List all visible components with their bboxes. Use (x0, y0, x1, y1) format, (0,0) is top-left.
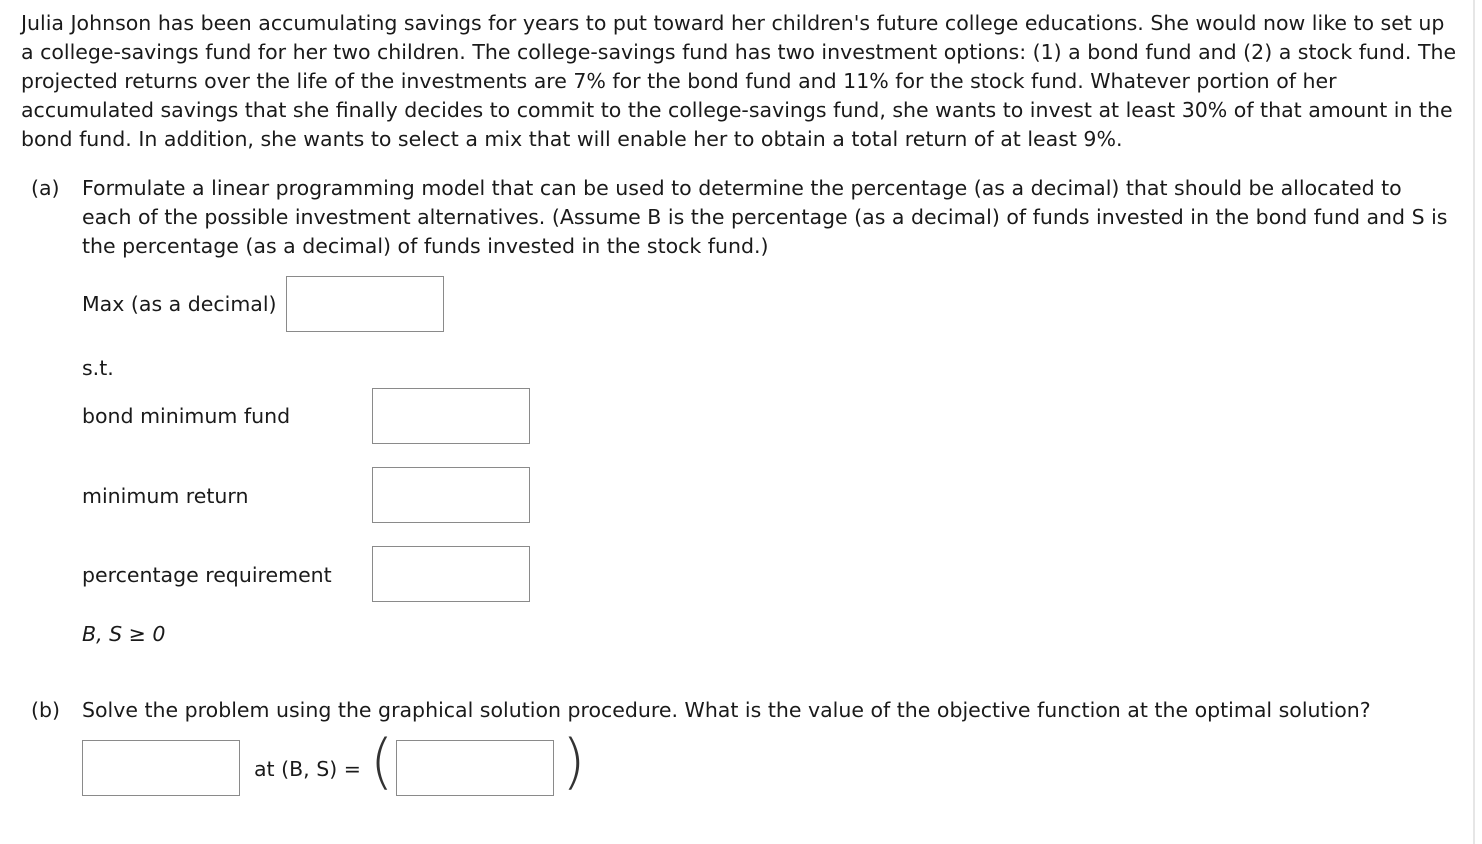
problem-statement: Julia Johnson has been accumulating savings for years to put toward her children's future college educations. She would now like to set up a college-savings fund for her two children. The college-savings fund has two investment options: (1) a bond fund and (2) a stock fund. The projected returns over the life of the investments are 7% for the bond fund and 11% for the stock fund. Whatever portion of her accumulated savings that she finally decides to commit to the college-savings fund, she wants to invest at least 30% of that amount in the bond fund. In addition, she wants to select a mix that will enable her to obtain a total return of at least 9%. (21, 11, 1457, 151)
optimal-point-input[interactable] (396, 740, 554, 796)
bond-minimum-label: bond minimum fund (82, 404, 291, 428)
right-parenthesis: ) (562, 727, 586, 797)
nonnegativity-constraint: B, S ≥ 0 (82, 622, 166, 646)
optimal-value-input[interactable] (82, 740, 240, 796)
part-a-instructions: Formulate a linear programming model that can be used to determine the percentage (as a decimal) that should be allocated to each of the possible investment alternatives. (Assume B is the percentage (as a decimal) of funds invested in the bond fund and S is the percentage (as a decimal) of funds invested in the stock fund.) (82, 176, 1448, 258)
subject-to-label: s.t. (82, 356, 114, 380)
part-b-label: (b) (31, 698, 61, 722)
objective-label: Max (as a decimal) (82, 292, 277, 316)
percentage-requirement-label: percentage requirement (82, 563, 332, 587)
percentage-requirement-input[interactable] (372, 546, 530, 602)
objective-function-input[interactable] (286, 276, 444, 332)
at-point-label: at (B, S) = (254, 757, 361, 781)
part-b-instructions: Solve the problem using the graphical solution procedure. What is the value of the objective function at the optimal solution? (82, 698, 1371, 722)
minimum-return-label: minimum return (82, 484, 249, 508)
left-parenthesis: ( (370, 727, 394, 797)
page-right-border (1473, 0, 1475, 844)
part-a-label: (a) (31, 176, 60, 200)
bond-minimum-input[interactable] (372, 388, 530, 444)
minimum-return-input[interactable] (372, 467, 530, 523)
